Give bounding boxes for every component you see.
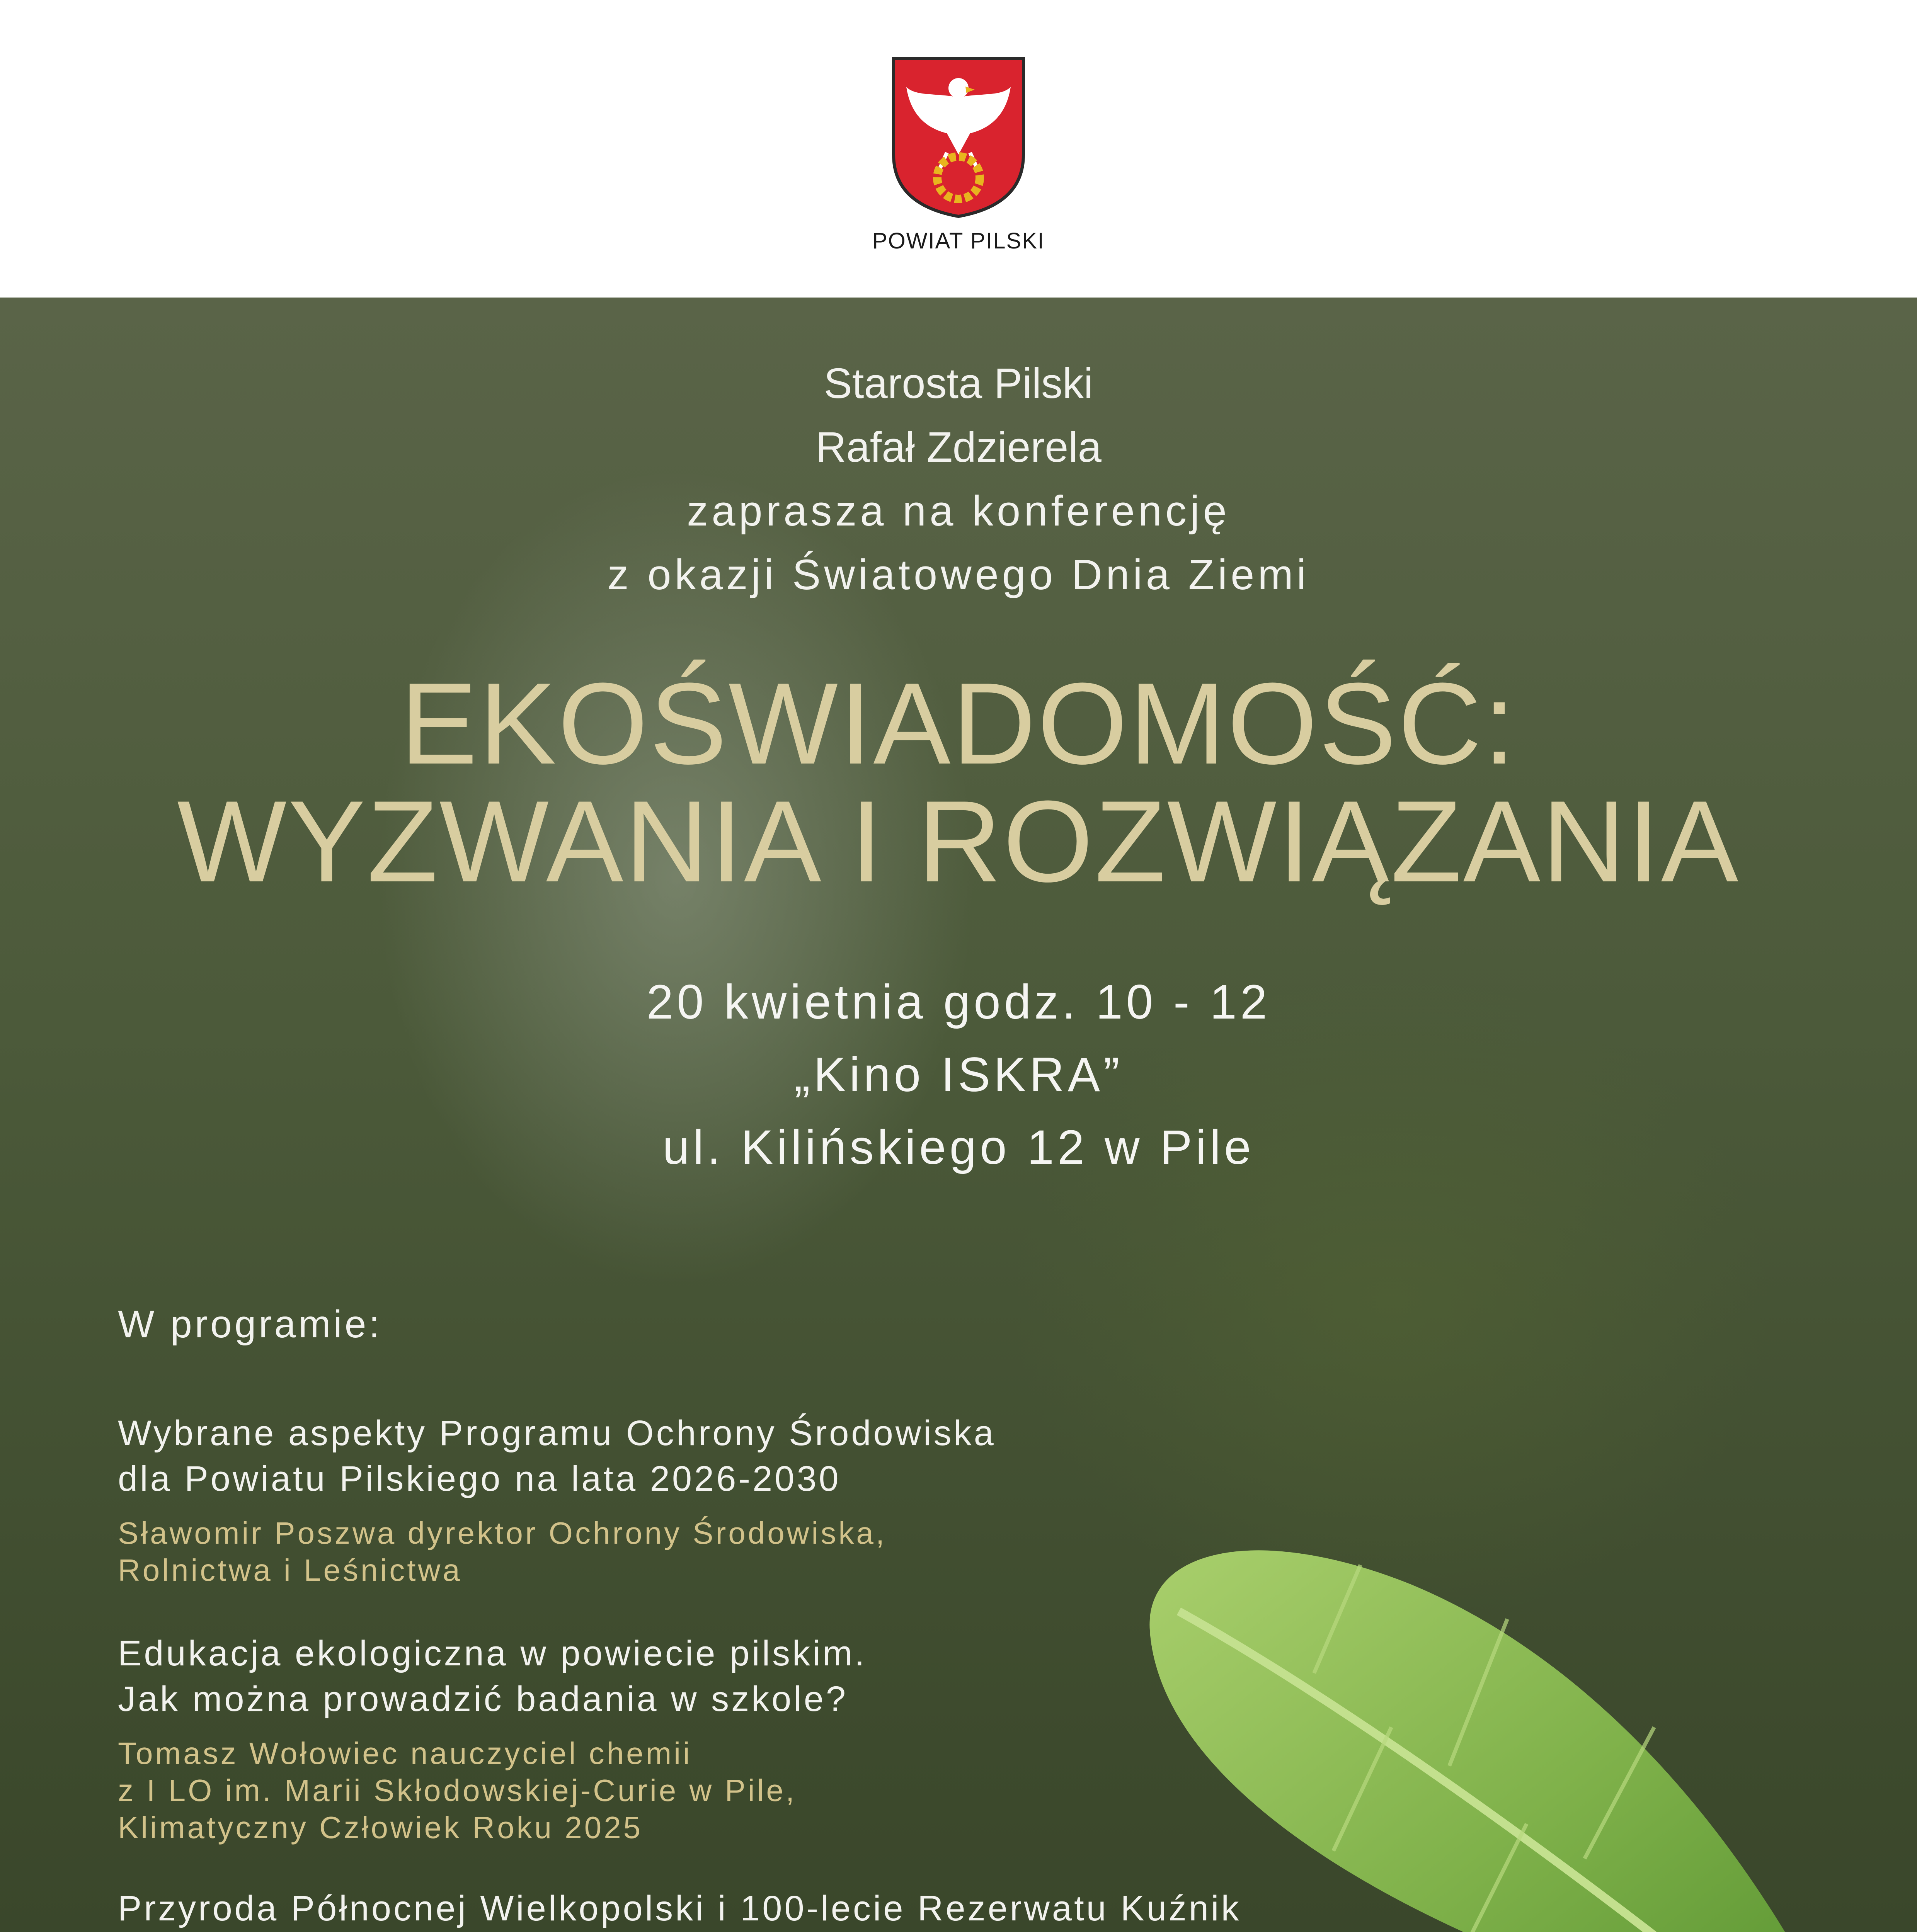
event-details — [0, 966, 1917, 1184]
invite-host-name: Rafał Zdzierela — [815, 423, 1102, 471]
program-item-1-title — [118, 1410, 996, 1502]
event-date: 20 kwietnia godz. 10 - 12 — [646, 975, 1271, 1029]
program-item-1-title-line-2: dla Powiatu Pilskiego na lata 2026-2030 — [118, 1459, 841, 1498]
org-name: POWIAT PILSKI — [872, 228, 1045, 253]
program-item-1-speaker — [118, 1515, 887, 1589]
invite-block — [0, 352, 1917, 607]
coat-of-arms-eagle-icon — [889, 54, 1028, 220]
invite-text: zaprasza na konferencję — [687, 487, 1230, 535]
program-item-2-title — [118, 1631, 867, 1722]
program-item-2-speaker-line-1: Tomasz Wołowiec nauczyciel chemii — [118, 1736, 692, 1770]
program-item-1-speaker-line-2: Rolnictwa i Leśnictwa — [118, 1553, 462, 1587]
program-item-1-title-line-1: Wybrane aspekty Programu Ochrony Środowiska — [118, 1413, 996, 1453]
program-item-3-title — [118, 1886, 1241, 1931]
program-item-2-speaker-line-2: z I LO im. Marii Skłodowskiej-Curie w Pile, — [118, 1773, 797, 1808]
header — [0, 0, 1917, 298]
program-heading: W programie: — [118, 1303, 383, 1346]
invite-occasion: z okazji Światowego Dnia Ziemi — [607, 551, 1310, 599]
program-item-2-title-line-1: Edukacja ekologiczna w powiecie pilskim. — [118, 1634, 867, 1673]
event-venue: „Kino ISKRA” — [794, 1048, 1123, 1102]
poster — [0, 298, 1917, 1932]
event-address: ul. Kilińskiego 12 w Pile — [662, 1121, 1255, 1174]
program-item-1-speaker-line-1: Sławomir Poszwa dyrektor Ochrony Środowiska, — [118, 1516, 887, 1550]
title-line-2: WYZWANIA I ROZWIĄZANIA — [177, 776, 1740, 906]
conference-title — [0, 658, 1917, 906]
program-item-2-speaker — [118, 1735, 797, 1846]
program-item-3-title-line-1: Przyroda Północnej Wielkopolski i 100-lecie Rezerwatu Kuźnik — [118, 1889, 1241, 1928]
invite-host-title: Starosta Pilski — [824, 360, 1093, 407]
title-line-1: EKOŚWIADOMOŚĆ: — [400, 658, 1517, 788]
program-item-2-speaker-line-3: Klimatyczny Człowiek Roku 2025 — [118, 1810, 643, 1845]
sprout-leaf-icon — [1149, 1550, 1917, 1932]
program-item-2-title-line-2: Jak można prowadzić badania w szkole? — [118, 1679, 848, 1719]
